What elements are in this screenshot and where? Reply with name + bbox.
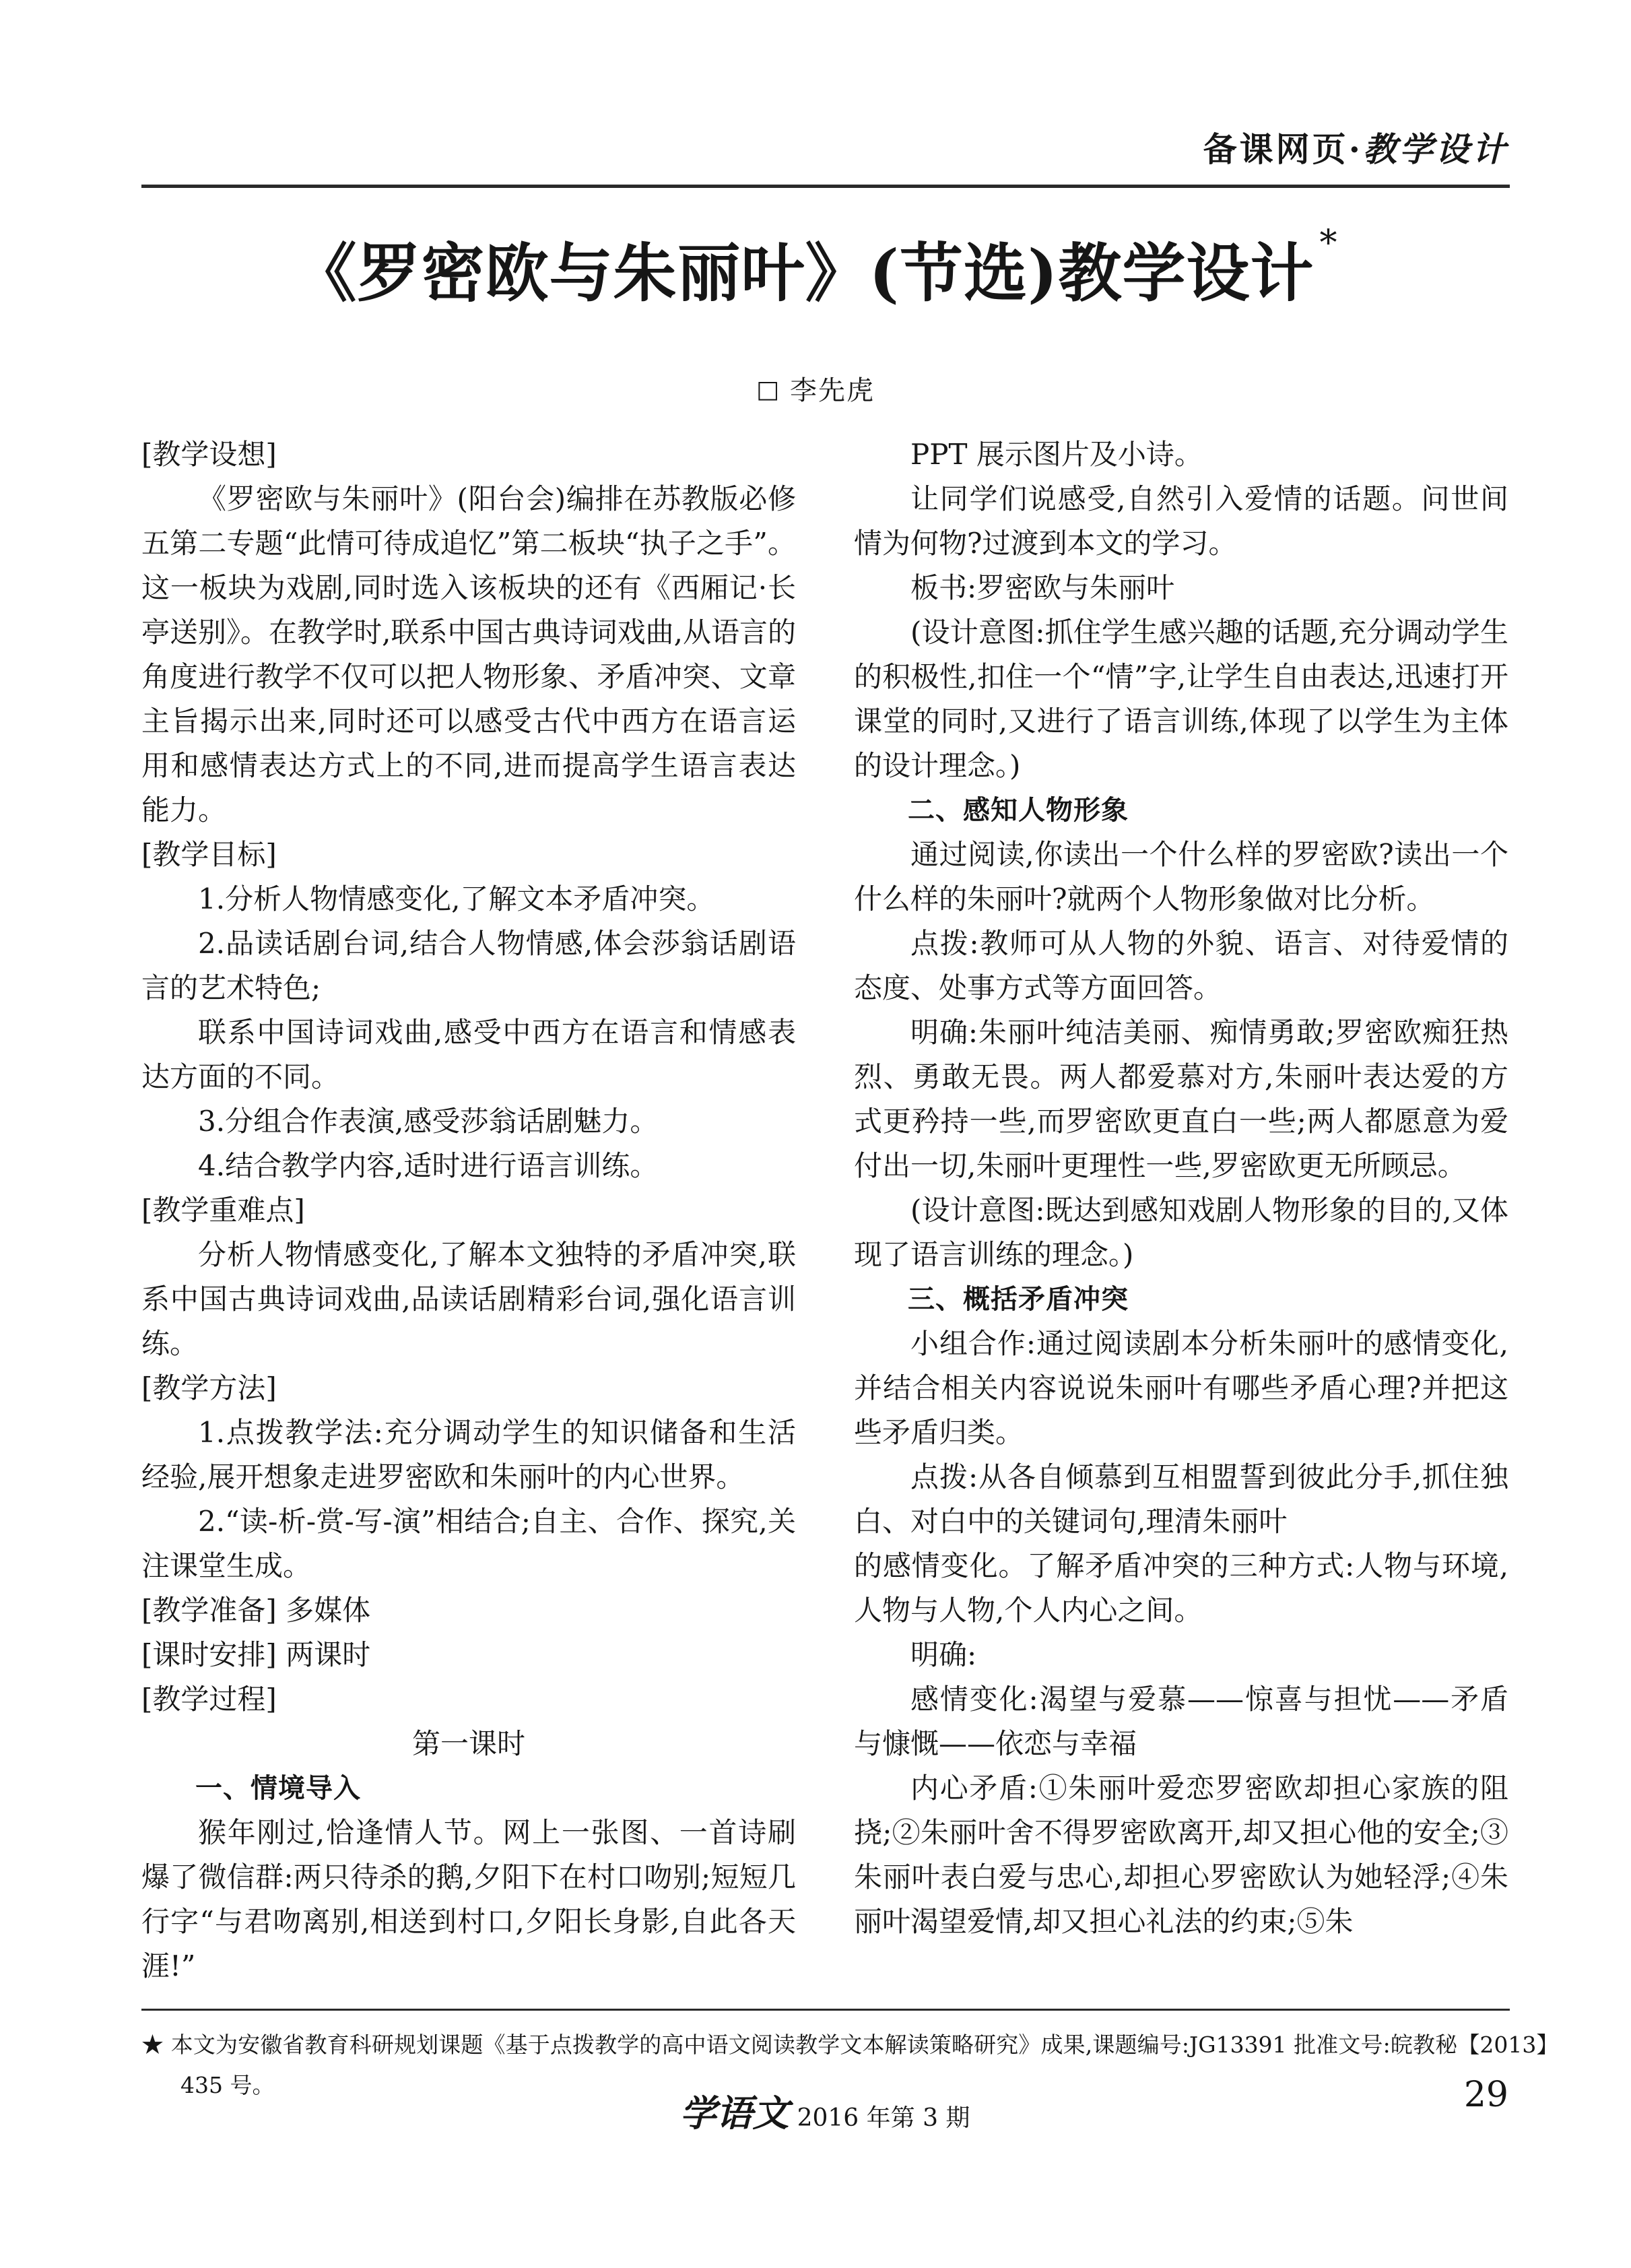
text-line-label: [教学设想]	[141, 438, 277, 471]
journal-name: 学语文	[679, 2092, 789, 2135]
text-line-para: 让同学们说感受,自然引入爱情的话题。问世间情为何物?过渡到本文的学习。	[854, 482, 1508, 560]
article-author	[0, 369, 1631, 408]
text-line-para: 联系中国诗词戏曲,感受中西方在语言和情感表达方面的不同。	[141, 1016, 796, 1093]
text-line-para: PPT 展示图片及小诗。	[910, 438, 1203, 471]
footnote-rule	[141, 2009, 1510, 2011]
text-line-para: 通过阅读,你读出一个什么样的罗密欧?读出一个什么样的朱丽叶?就两个人物形象做对比分析。	[854, 838, 1508, 915]
text-line-heading: 二、感知人物形象	[908, 795, 1129, 826]
header-rule	[141, 185, 1510, 188]
text-line-label: [教学重难点]	[141, 1194, 305, 1227]
text-line-center: 第一课时	[411, 1727, 525, 1760]
text-line-para: (设计意图:既达到感知戏剧人物形象的目的,又体现了语言训练的理念。)	[854, 1194, 1508, 1271]
text-line-para: 《罗密欧与朱丽叶》(阳台会)编排在苏教版必修五第二专题“此情可待成追忆”第二板块“执子之手”。这一板块为戏剧,同时选入该板块的还有《西厢记·长亭送别》。在教学时,联系中国古典诗词戏曲,从语言的角度进行教学不仅可以把人物形象、矛盾冲突、文章主旨揭示出来,同时还可以感受古代中西方在语言运用和感情表达方式上的不同,进而提高学生语言表达能力。	[141, 482, 796, 827]
text-line-para: 内心矛盾:①朱丽叶爱恋罗密欧却担心家族的阻挠;②朱丽叶舍不得罗密欧离开,却又担心他的安全;③朱丽叶表白爱与忠心,却担心罗密欧认为她轻浮;④朱丽叶渴望爱情,却又担心礼法的约束;⑤朱	[854, 1772, 1508, 1938]
text-line-para: 1.点拨教学法:充分调动学生的知识储备和生活经验,展开想象走进罗密欧和朱丽叶的内心世界。	[141, 1416, 796, 1493]
text-line-para: 猴年刚过,恰逢情人节。网上一张图、一首诗刷爆了微信群:两只待杀的鹅,夕阳下在村口吻别;短短几行字“与君吻离别,相送到村口,夕阳长身影,自此各天涯!”	[141, 1816, 796, 1982]
text-line-para: 1.分析人物情感变化,了解文本矛盾冲突。	[198, 882, 715, 915]
author-name: 李先虎	[790, 375, 875, 406]
journal-issue: 2016 年第 3 期	[797, 2104, 970, 2132]
text-line-cont: 的感情变化。了解矛盾冲突的三种方式:人物与环境,人物与人物,个人内心之间。	[854, 1549, 1508, 1627]
text-line-para: 明确:	[910, 1638, 977, 1671]
text-line-para: 明确:朱丽叶纯洁美丽、痴情勇敢;罗密欧痴狂热烈、勇敢无畏。两人都爱慕对方,朱丽叶表达爱的方式更矜持一些,而罗密欧更直白一些;两人都愿意为爱付出一切,朱丽叶更理性一些,罗密欧更无所顾忌。	[854, 1016, 1508, 1182]
right-column	[854, 432, 1508, 1988]
author-marker-square: □	[756, 376, 780, 403]
article-title	[0, 222, 1631, 313]
text-line-label: [课时安排] 两课时	[141, 1638, 371, 1671]
text-line-heading: 一、情境导入	[195, 1773, 361, 1804]
page-footer	[141, 2075, 1508, 2143]
left-column	[141, 432, 796, 1988]
text-line-heading: 三、概括矛盾冲突	[908, 1284, 1129, 1315]
text-line-para: 点拨:从各自倾慕到互相盟誓到彼此分手,抓住独白、对白中的关键词句,理清朱丽叶	[854, 1460, 1508, 1538]
body-columns	[141, 432, 1508, 1988]
text-line-label: [教学方法]	[141, 1371, 277, 1404]
text-line-para: 板书:罗密欧与朱丽叶	[910, 571, 1175, 604]
page-header	[1203, 123, 1508, 171]
header-column-name: 教学设计	[1363, 129, 1508, 169]
footnote: ★ 本文为安徽省教育科研规划课题《基于点拨教学的高中语文阅读教学文本解读策略研究》成果,课题编号:JG13391 批准文号:皖教秘【2013】435 号。	[141, 2032, 1547, 2098]
text-line-para: 小组合作:通过阅读剧本分析朱丽叶的感情变化,并结合相关内容说说朱丽叶有哪些矛盾心理?并把这些矛盾归类。	[854, 1327, 1508, 1449]
text-line-para: 2.品读话剧台词,结合人物情感,体会莎翁话剧语言的艺术特色;	[141, 927, 796, 1004]
text-line-para: (设计意图:抓住学生感兴趣的话题,充分调动学生的积极性,扣住一个“情”字,让学生自由表达,迅速打开课堂的同时,又进行了语言训练,体现了以学生为主体的设计理念。)	[854, 616, 1508, 782]
text-line-para: 3.分组合作表演,感受莎翁话剧魅力。	[198, 1105, 659, 1138]
text-line-para: 点拨:教师可从人物的外貌、语言、对待爱情的态度、处事方式等方面回答。	[854, 927, 1508, 1004]
page-number: 29	[1463, 2075, 1508, 2115]
text-line-para: 4.结合教学内容,适时进行语言训练。	[198, 1149, 659, 1182]
text-line-label: [教学目标]	[141, 838, 277, 871]
text-line-para: 2.“读-析-赏-写-演”相结合;自主、合作、探究,关注课堂生成。	[141, 1505, 796, 1582]
text-line-para: 感情变化:渴望与爱慕——惊喜与担忧——矛盾与慷慨——依恋与幸福	[854, 1683, 1508, 1760]
text-line-para: 分析人物情感变化,了解本文独特的矛盾冲突,联系中国古典诗词戏曲,品读话剧精彩台词,强化语言训练。	[141, 1238, 796, 1360]
title-footnote-asterisk: *	[1319, 223, 1338, 263]
header-section-name: 备课网页·	[1203, 129, 1363, 169]
text-line-label: [教学准备] 多媒体	[141, 1594, 371, 1627]
article-title-text: 《罗密欧与朱丽叶》(节选)教学设计	[293, 236, 1314, 311]
text-line-label: [教学过程]	[141, 1683, 277, 1716]
footer-journal-line	[141, 2083, 1508, 2149]
